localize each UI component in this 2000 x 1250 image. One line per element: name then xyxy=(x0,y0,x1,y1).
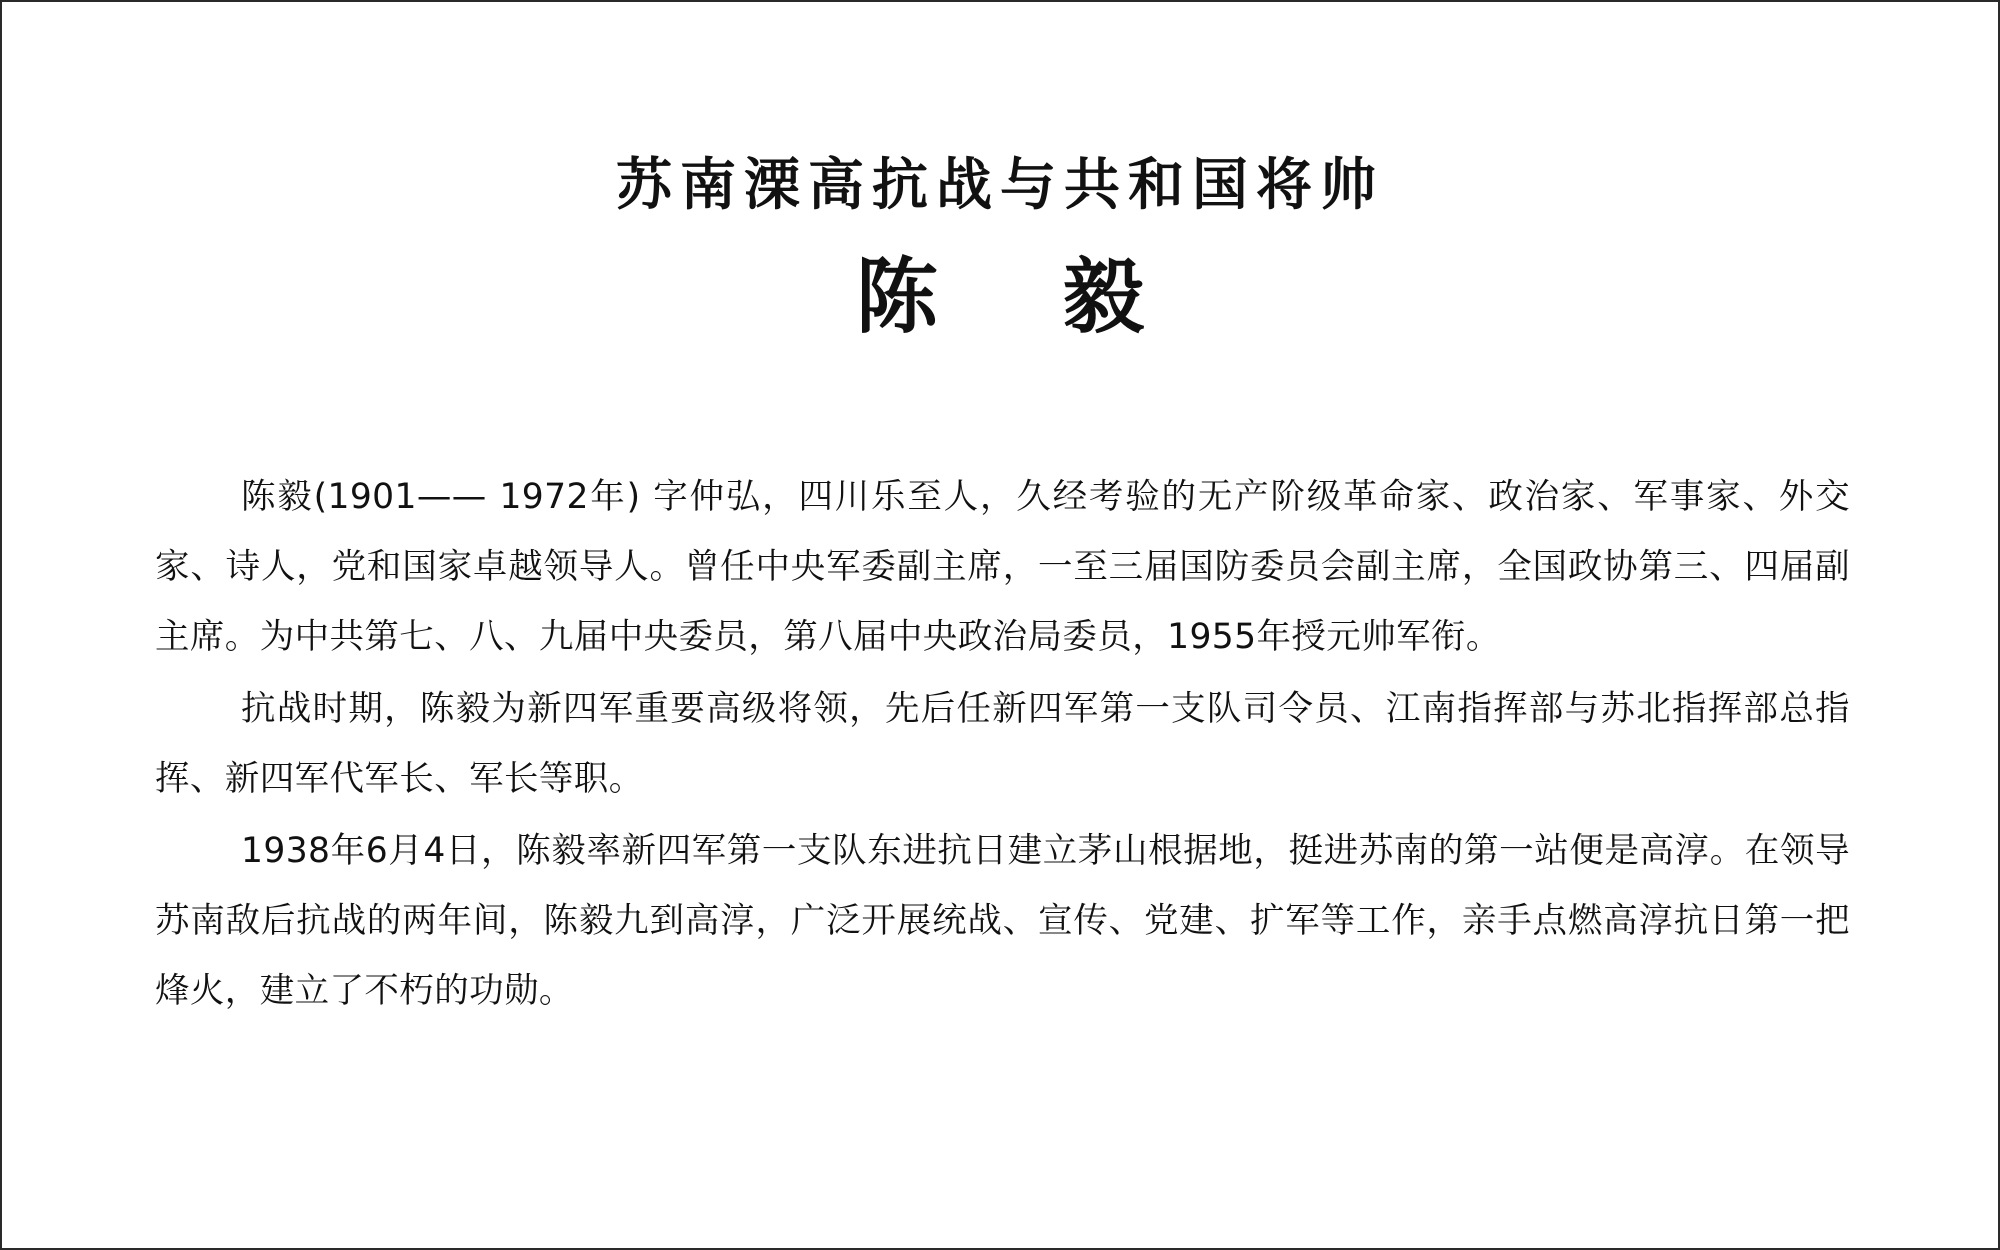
paragraph-gaochun: 1938年6月4日，陈毅率新四军第一支队东进抗日建立茅山根据地，挺进苏南的第一站便是高淳。在领导苏南敌后抗战的两年间，陈毅九到高淳，广泛开展统战、宣传、党建、扩军等工作，亲手点燃高淳抗日第一把烽火，建立了不朽的功勋。 xyxy=(155,831,1850,1011)
biography-text xyxy=(155,462,1850,1028)
panel-title: 苏南溧高抗战与共和国将帅 xyxy=(616,153,1384,218)
paragraph-biography: 陈毅(1901—— 1972年) 字仲弘，四川乐至人，久经考验的无产阶级革命家、政治家、军事家、外交家、诗人，党和国家卓越领导人。曾任中央军委副主席，一至三届国防委员会副主席，全国政协第三、四届副主席。为中共第七、八、九届中央委员，第八届中央政治局委员，1955年授元帅军衔。 xyxy=(155,477,1850,657)
person-name: 陈 毅 xyxy=(855,249,1193,345)
paragraph-war-period: 抗战时期，陈毅为新四军重要高级将领，先后任新四军第一支队司令员、江南指挥部与苏北指挥部总指挥、新四军代军长、军长等职。 xyxy=(155,689,1850,799)
